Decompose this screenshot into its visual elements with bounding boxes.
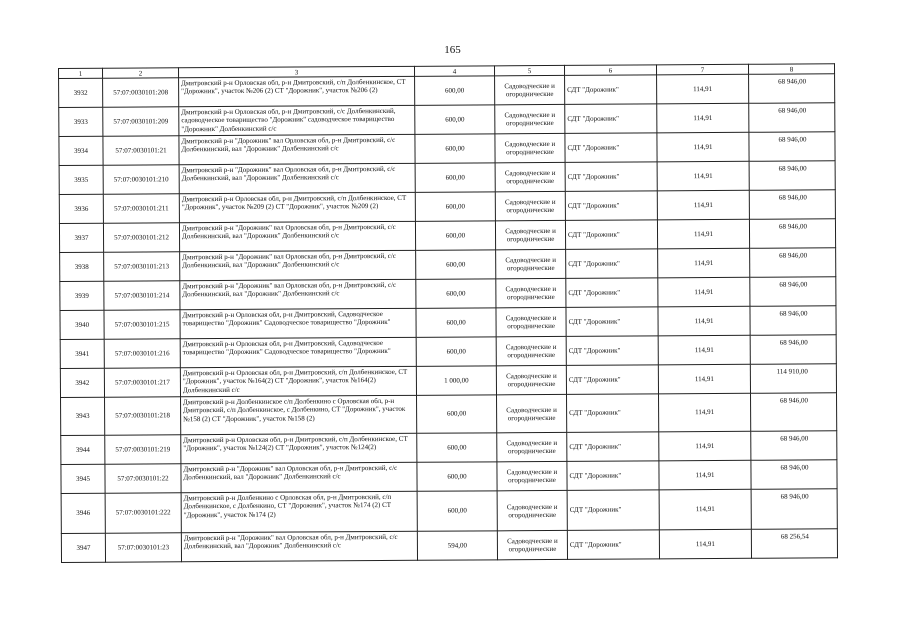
plot-area: 600,00 bbox=[417, 491, 497, 531]
unit-rate: 114,91 bbox=[659, 460, 751, 490]
cadastral-value: 68 946,00 bbox=[749, 103, 835, 133]
unit-rate: 114,91 bbox=[659, 431, 751, 461]
plot-address: Дмитровский р-н "Дорожник" вал Орловская обл, р-н Дмитровский, с/с Долбенкинский, вал "Дорожник" Долбенкинский с/с bbox=[179, 134, 415, 164]
column-header: 2 bbox=[103, 68, 179, 78]
column-header: 3 bbox=[179, 66, 415, 77]
plot-area: 600,00 bbox=[416, 279, 496, 308]
owner-name: СДТ "Дорожник" bbox=[566, 365, 658, 395]
row-number: 3939 bbox=[60, 281, 104, 310]
plot-address: Дмитровский р-н Долбенкино с Орловская обл, р-н Дмитровский, с/п Долбенкинское, с Долбенкино, СТ "Дорожник", участок №174 (2) СТ "Дорожник", участок №174 (2) bbox=[181, 491, 417, 532]
table-row bbox=[59, 103, 835, 137]
plot-area: 600,00 bbox=[415, 134, 495, 163]
plot-area: 600,00 bbox=[415, 76, 495, 105]
unit-rate: 114,91 bbox=[657, 161, 749, 191]
unit-rate: 114,91 bbox=[658, 364, 750, 394]
owner-name: СДТ "Дорожник" bbox=[565, 191, 657, 221]
cadastral-value: 68 946,00 bbox=[749, 190, 835, 220]
plot-address: Дмитровский р-н Орловская обл, р-н Дмитровский, с/п Долбенкинское, СТ "Дорожник", участок №164(2) СТ "Дорожник", участок №164(2) Долбенкинский с/с bbox=[180, 366, 416, 396]
unit-rate: 114,91 bbox=[658, 306, 750, 336]
owner-name: СДТ "Дорожник" bbox=[566, 249, 658, 279]
column-header: 1 bbox=[59, 68, 103, 78]
row-number: 3933 bbox=[59, 107, 103, 136]
owner-name: СДТ "Дорожник" bbox=[567, 530, 659, 560]
land-plots-table bbox=[58, 63, 838, 563]
land-use: Садоводческие и огороднические bbox=[496, 249, 566, 278]
plot-area: 600,00 bbox=[415, 221, 495, 250]
owner-name: СДТ "Дорожник" bbox=[566, 336, 658, 366]
unit-rate: 114,91 bbox=[658, 248, 750, 278]
column-header: 6 bbox=[564, 65, 656, 76]
table-row bbox=[61, 529, 837, 563]
unit-rate: 114,91 bbox=[657, 74, 749, 104]
land-use: Садоводческие и огороднические bbox=[495, 75, 565, 104]
plot-address: Дмитровский р-н Орловская обл, р-н Дмитровский, с/с Долбенкинский, садоводческое товарищество "Дорожник" садоводческое товарищество "Дорожник" Долбенкинский с/с bbox=[179, 105, 415, 135]
cadastral-number: 57:07:0030101:212 bbox=[103, 223, 179, 252]
plot-address: Дмитровский р-н "Дорожник" вал Орловская обл, р-н Дмитровский, с/с Долбенкинский, вал "Дорожник" Долбенкинский с/с bbox=[179, 221, 415, 251]
cadastral-value: 68 946,00 bbox=[749, 132, 835, 162]
row-number: 3944 bbox=[61, 435, 105, 464]
owner-name: СДТ "Дорожник" bbox=[566, 278, 658, 308]
plot-address: Дмитровский р-н Орловская обл, р-н Дмитровский, Садоводческое товарищество "Дорожник" Садоводческое товарищество "Дорожник" bbox=[180, 337, 416, 367]
unit-rate: 114,91 bbox=[657, 190, 749, 220]
unit-rate: 114,91 bbox=[659, 489, 751, 530]
owner-name: СДТ "Дорожник" bbox=[566, 307, 658, 337]
table-row bbox=[61, 431, 837, 465]
plot-address: Дмитровский р-н Долбенкинское с/п Долбенкино с Орловская обл, р-н Дмитровский, с/п Долбенкинское, с Долбенкино, СТ "Дорожник", участок №158 (2) СТ "Дорожник", участок №158 (2) bbox=[181, 395, 417, 434]
cadastral-number: 57:07:0030101:21 bbox=[103, 136, 179, 165]
cadastral-value: 68 946,00 bbox=[751, 431, 837, 461]
plot-address: Дмитровский р-н "Дорожник" вал Орловская обл, р-н Дмитровский, с/с Долбенкинский, вал "Дорожник" Долбенкинский с/с bbox=[179, 163, 415, 193]
land-use: Садоводческие и огороднические bbox=[497, 432, 567, 461]
cadastral-value: 68 946,00 bbox=[750, 393, 836, 432]
plot-area: 600,00 bbox=[417, 395, 497, 433]
land-use: Садоводческие и огороднические bbox=[497, 490, 567, 530]
table-row bbox=[61, 393, 837, 436]
row-number: 3947 bbox=[61, 533, 105, 562]
unit-rate: 114,91 bbox=[657, 132, 749, 162]
cadastral-value: 114 910,00 bbox=[750, 364, 836, 394]
cadastral-value: 68 946,00 bbox=[750, 306, 836, 336]
cadastral-number: 57:07:0030101:22 bbox=[105, 464, 181, 493]
plot-area: 600,00 bbox=[416, 337, 496, 366]
unit-rate: 114,91 bbox=[658, 277, 750, 307]
plot-area: 600,00 bbox=[415, 163, 495, 192]
cadastral-number: 57:07:0030101:211 bbox=[103, 194, 179, 223]
land-use: Садоводческие и огороднические bbox=[495, 220, 565, 249]
cadastral-value: 68 946,00 bbox=[749, 219, 835, 249]
table-row bbox=[60, 277, 836, 311]
table-row bbox=[60, 306, 836, 340]
row-number: 3936 bbox=[59, 194, 103, 223]
row-number: 3942 bbox=[60, 368, 104, 397]
row-number: 3945 bbox=[61, 464, 105, 493]
plot-area: 600,00 bbox=[416, 250, 496, 279]
cadastral-number: 57:07:0030101:217 bbox=[104, 368, 180, 397]
table-row bbox=[61, 460, 837, 494]
unit-rate: 114,91 bbox=[659, 529, 751, 559]
row-number: 3941 bbox=[60, 339, 104, 368]
owner-name: СДТ "Дорожник" bbox=[567, 461, 659, 491]
column-header: 4 bbox=[414, 66, 494, 76]
land-use: Садоводческие и огороднические bbox=[495, 104, 565, 133]
cadastral-number: 57:07:0030101:213 bbox=[104, 252, 180, 281]
owner-name: СДТ "Дорожник" bbox=[565, 220, 657, 250]
cadastral-value: 68 946,00 bbox=[749, 74, 835, 104]
cadastral-value: 68 946,00 bbox=[750, 335, 836, 365]
land-use: Садоводческие и огороднические bbox=[496, 307, 566, 336]
land-use: Садоводческие и огороднические bbox=[497, 461, 567, 490]
plot-address: Дмитровский р-н "Дорожник" вал Орловская обл, р-н Дмитровский, с/с Долбенкинский, вал "Дорожник" Долбенкинский с/с bbox=[181, 462, 417, 492]
owner-name: СДТ "Дорожник" bbox=[565, 104, 657, 134]
unit-rate: 114,91 bbox=[657, 103, 749, 133]
owner-name: СДТ "Дорожник" bbox=[567, 394, 659, 433]
plot-address: Дмитровский р-н Орловская обл, р-н Дмитровский, с/п Долбенкинское, СТ "Дорожник", участок №206 (2) СТ "Дорожник", участок №206 (2) bbox=[179, 76, 415, 106]
land-plots-table-sheet bbox=[58, 63, 837, 563]
land-use: Садоводческие и огороднические bbox=[497, 394, 567, 432]
cadastral-number: 57:07:0030101:215 bbox=[104, 310, 180, 339]
table-row bbox=[60, 248, 836, 282]
land-use: Садоводческие и огороднические bbox=[497, 530, 567, 559]
plot-area: 600,00 bbox=[417, 462, 497, 491]
cadastral-number: 57:07:0030101:222 bbox=[105, 493, 181, 533]
plot-address: Дмитровский р-н Орловская обл, р-н Дмитровский, с/п Долбенкинское, СТ "Дорожник", участок №209 (2) СТ "Дорожник", участок №209 (2) bbox=[179, 192, 415, 222]
land-use: Садоводческие и огороднические bbox=[496, 336, 566, 365]
owner-name: СДТ "Дорожник" bbox=[565, 162, 657, 192]
table-row bbox=[59, 219, 835, 253]
plot-address: Дмитровский р-н "Дорожник" вал Орловская обл, р-н Дмитровский, с/с Долбенкинский, вал "Дорожник" Долбенкинский с/с bbox=[180, 279, 416, 309]
row-number: 3940 bbox=[60, 310, 104, 339]
unit-rate: 114,91 bbox=[658, 335, 750, 365]
plot-area: 1 000,00 bbox=[416, 366, 496, 395]
plot-area: 600,00 bbox=[416, 308, 496, 337]
column-header: 8 bbox=[748, 64, 834, 75]
plot-address: Дмитровский р-н Орловская обл, р-н Дмитровский, Садоводческое товарищество "Дорожник" Садоводческое товарищество "Дорожник" bbox=[180, 308, 416, 338]
land-use: Садоводческие и огороднические bbox=[495, 133, 565, 162]
plot-area: 594,00 bbox=[417, 531, 497, 560]
cadastral-number: 57:07:0030101:208 bbox=[103, 78, 179, 107]
table-row bbox=[59, 161, 835, 195]
row-number: 3938 bbox=[60, 252, 104, 281]
cadastral-value: 68 946,00 bbox=[750, 277, 836, 307]
plot-area: 600,00 bbox=[415, 105, 495, 134]
plot-area: 600,00 bbox=[417, 433, 497, 462]
owner-name: СДТ "Дорожник" bbox=[565, 133, 657, 163]
cadastral-value: 68 946,00 bbox=[749, 161, 835, 191]
cadastral-number: 57:07:0030101:218 bbox=[105, 397, 181, 435]
cadastral-number: 57:07:0030101:214 bbox=[104, 281, 180, 310]
cadastral-value: 68 946,00 bbox=[751, 460, 837, 490]
row-number: 3946 bbox=[61, 493, 105, 533]
cadastral-number: 57:07:0030101:23 bbox=[105, 533, 181, 562]
table-row bbox=[60, 364, 836, 398]
table-row bbox=[60, 335, 836, 369]
table-row bbox=[59, 190, 835, 224]
cadastral-number: 57:07:0030101:219 bbox=[105, 435, 181, 464]
table-row bbox=[59, 74, 835, 108]
plot-address: Дмитровский р-н Орловская обл, р-н Дмитровский, с/п Долбенкинское, СТ "Дорожник", участок №124(2) СТ "Дорожник", участок №124(2) bbox=[181, 433, 417, 463]
column-header: 7 bbox=[656, 64, 748, 75]
plot-area: 600,00 bbox=[415, 192, 495, 221]
land-use: Садоводческие и огороднические bbox=[495, 191, 565, 220]
plot-address: Дмитровский р-н "Дорожник" вал Орловская обл, р-н Дмитровский, с/с Долбенкинский, вал "Дорожник" Долбенкинский с/с bbox=[181, 531, 417, 561]
land-use: Садоводческие и огороднические bbox=[496, 365, 566, 394]
owner-name: СДТ "Дорожник" bbox=[565, 75, 657, 105]
owner-name: СДТ "Дорожник" bbox=[567, 490, 659, 531]
cadastral-number: 57:07:0030101:209 bbox=[103, 107, 179, 136]
cadastral-value: 68 946,00 bbox=[751, 489, 837, 530]
unit-rate: 114,91 bbox=[657, 219, 749, 249]
owner-name: СДТ "Дорожник" bbox=[567, 432, 659, 462]
land-use: Садоводческие и огороднические bbox=[496, 278, 566, 307]
cadastral-value: 68 256,54 bbox=[751, 529, 837, 559]
cadastral-number: 57:07:0030101:210 bbox=[103, 165, 179, 194]
row-number: 3934 bbox=[59, 136, 103, 165]
land-use: Садоводческие и огороднические bbox=[495, 162, 565, 191]
cadastral-number: 57:07:0030101:216 bbox=[104, 339, 180, 368]
row-number: 3932 bbox=[59, 78, 103, 107]
column-header: 5 bbox=[494, 65, 564, 75]
unit-rate: 114,91 bbox=[659, 393, 751, 432]
row-number: 3935 bbox=[59, 165, 103, 194]
cadastral-value: 68 946,00 bbox=[750, 248, 836, 278]
row-number: 3943 bbox=[61, 397, 105, 435]
table-row bbox=[59, 132, 835, 166]
page-number: 165 bbox=[444, 44, 461, 56]
table-row bbox=[61, 489, 837, 534]
row-number: 3937 bbox=[59, 223, 103, 252]
plot-address: Дмитровский р-н "Дорожник" вал Орловская обл, р-н Дмитровский, с/с Долбенкинский, вал "Дорожник" Долбенкинский с/с bbox=[180, 250, 416, 280]
